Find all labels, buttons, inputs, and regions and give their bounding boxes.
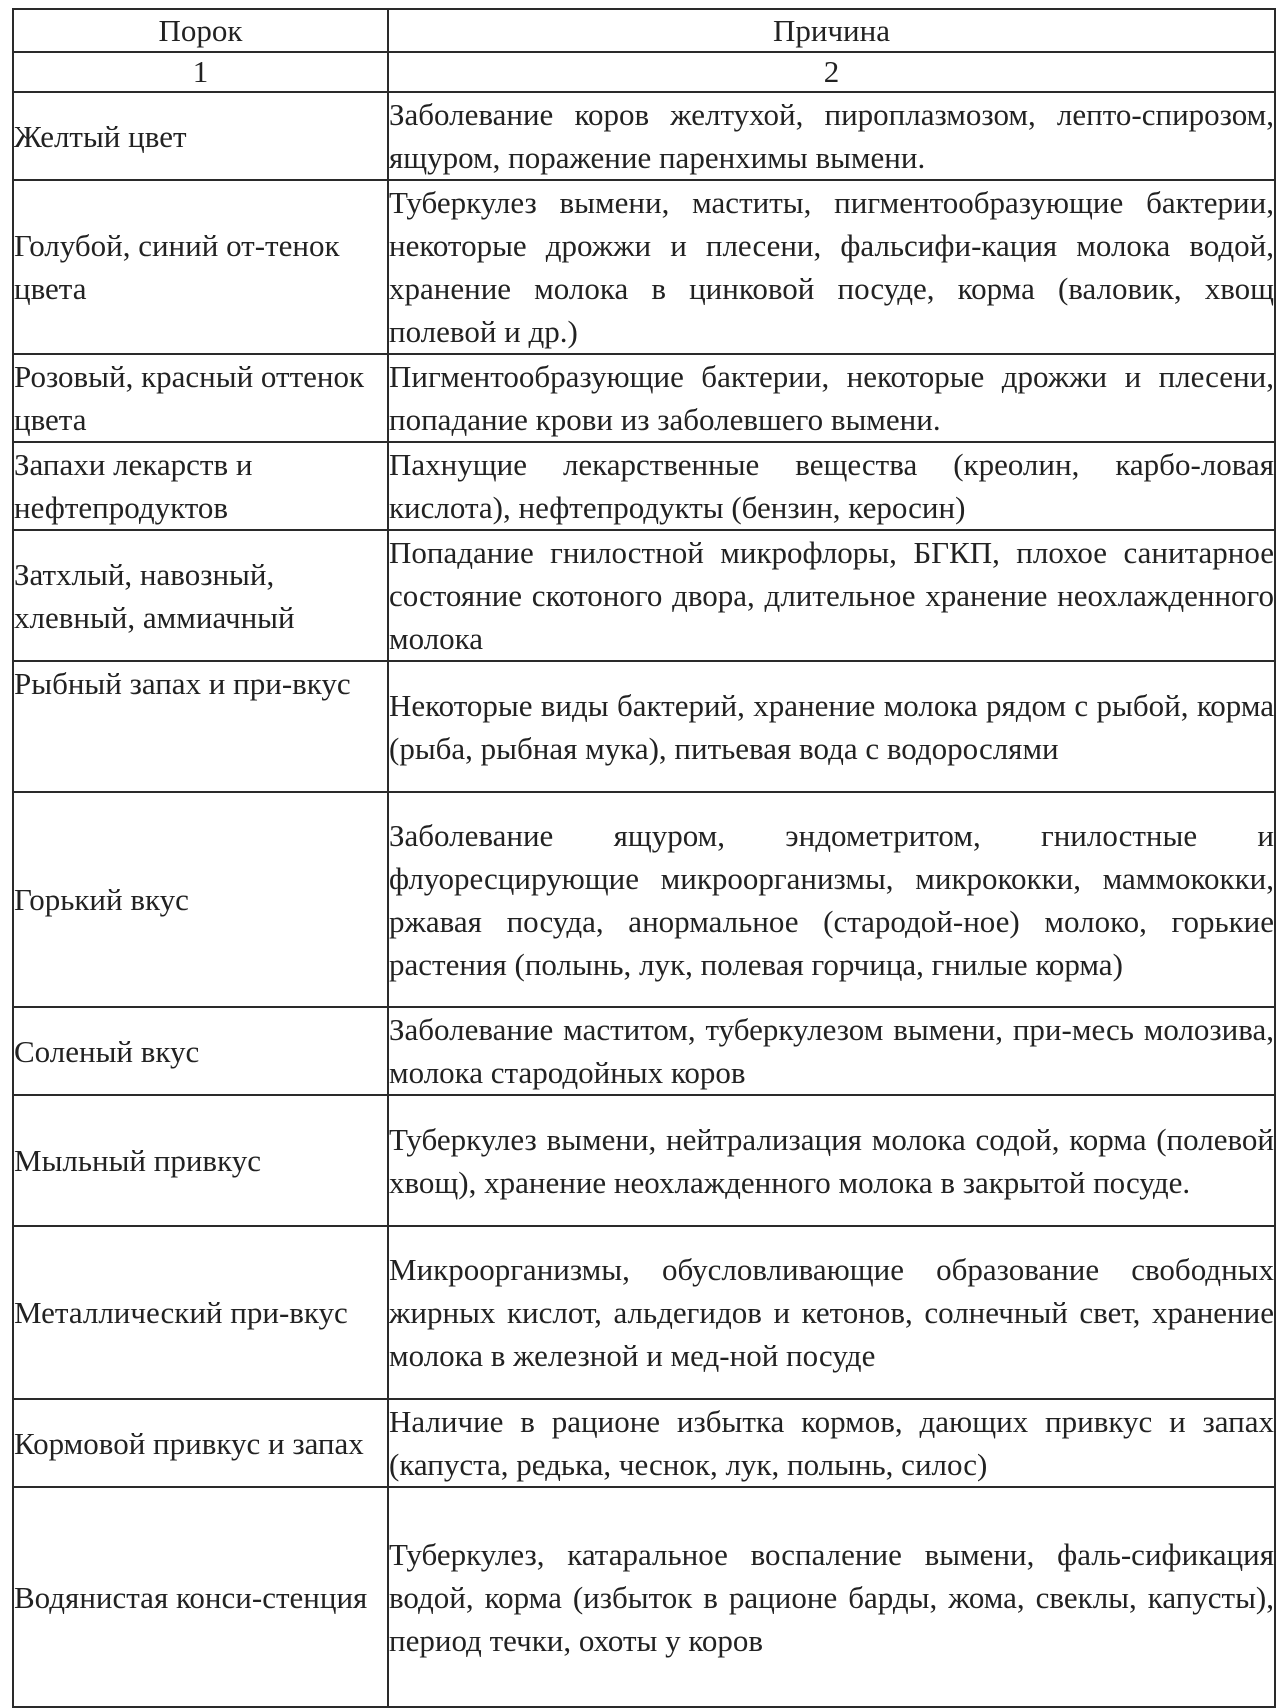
cause-cell: Туберкулез вымени, нейтрализация молока содой, корма (полевой хвощ), хранение неохлажденного молока в закрытой посуде. — [388, 1095, 1275, 1226]
defect-cell: Горький вкус — [13, 792, 388, 1007]
table-row — [13, 661, 1275, 792]
cause-cell: Заболевание ящуром, эндометритом, гнилостные и флуоресцирующие микроорганизмы, микрококки, маммококки, ржавая посуда, анормальное (стародой-ное) молоко, горькие растения (полынь, лук, полевая горчица, гнилые корма) — [388, 792, 1275, 1007]
cause-cell: Туберкулез, катаральное воспаление вымени, фаль-сификация водой, корма (избыток в рационе барды, жома, свеклы, капусты), период течки, охоты у коров — [388, 1487, 1275, 1707]
table-row — [13, 1226, 1275, 1399]
table-row — [13, 354, 1275, 442]
cause-cell: Пигментообразующие бактерии, некоторые дрожжи и плесени, попадание крови из заболевшего вымени. — [388, 354, 1275, 442]
table-row — [13, 1399, 1275, 1487]
defect-cell: Металлический при-вкус — [13, 1226, 388, 1399]
cause-cell: Туберкулез вымени, маститы, пигментообразующие бактерии, некоторые дрожжи и плесени, фальсифи-кация молока водой, хранение молока в цинковой посуде, корма (валовик, хвощ полевой и др.) — [388, 180, 1275, 354]
defect-cell: Водянистая конси-стенция — [13, 1487, 388, 1707]
defect-cell: Розовый, красный оттенок цвета — [13, 354, 388, 442]
defect-cell: Запахи лекарств и нефтепродуктов — [13, 442, 388, 530]
column-number-2: 2 — [388, 52, 1275, 92]
cause-cell: Некоторые виды бактерий, хранение молока рядом с рыбой, корма (рыба, рыбная мука), питьевая вода с водорослями — [388, 661, 1275, 792]
defect-cell: Затхлый, навозный, хлевный, аммиачный — [13, 530, 388, 661]
cause-cell: Пахнущие лекарственные вещества (креолин, карбо-ловая кислота), нефтепродукты (бензин, керосин) — [388, 442, 1275, 530]
cause-cell: Микроорганизмы, обусловливающие образование свободных жирных кислот, альдегидов и кетонов, солнечный свет, хранение молока в железной и мед-ной посуде — [388, 1226, 1275, 1399]
header-cause: Причина — [388, 9, 1275, 52]
milk-defects-table — [12, 8, 1276, 1708]
table-row — [13, 1095, 1275, 1226]
table-row — [13, 92, 1275, 180]
defect-cell: Соленый вкус — [13, 1007, 388, 1095]
table-row — [13, 1487, 1275, 1707]
table-row — [13, 442, 1275, 530]
defect-cell: Рыбный запах и при-вкус — [13, 661, 388, 792]
defect-cell: Кормовой привкус и запах — [13, 1399, 388, 1487]
header-defect: Порок — [13, 9, 388, 52]
defect-cell: Голубой, синий от-тенок цвета — [13, 180, 388, 354]
header-row — [13, 9, 1275, 52]
column-number-1: 1 — [13, 52, 388, 92]
cause-cell: Попадание гнилостной микрофлоры, БГКП, плохое санитарное состояние скотоного двора, длительное хранение неохлажденного молока — [388, 530, 1275, 661]
defect-cell: Желтый цвет — [13, 92, 388, 180]
table-row — [13, 792, 1275, 1007]
document-page — [12, 8, 1274, 1708]
table-row — [13, 1007, 1275, 1095]
table-row — [13, 180, 1275, 354]
defect-cell: Мыльный привкус — [13, 1095, 388, 1226]
table-row — [13, 530, 1275, 661]
cause-cell: Заболевание маститом, туберкулезом вымени, при-месь молозива, молока стародойных коров — [388, 1007, 1275, 1095]
cause-cell: Заболевание коров желтухой, пироплазмозом, лепто-спирозом, ящуром, поражение паренхимы вымени. — [388, 92, 1275, 180]
column-number-row — [13, 52, 1275, 92]
cause-cell: Наличие в рационе избытка кормов, дающих привкус и запах (капуста, редька, чеснок, лук, полынь, силос) — [388, 1399, 1275, 1487]
